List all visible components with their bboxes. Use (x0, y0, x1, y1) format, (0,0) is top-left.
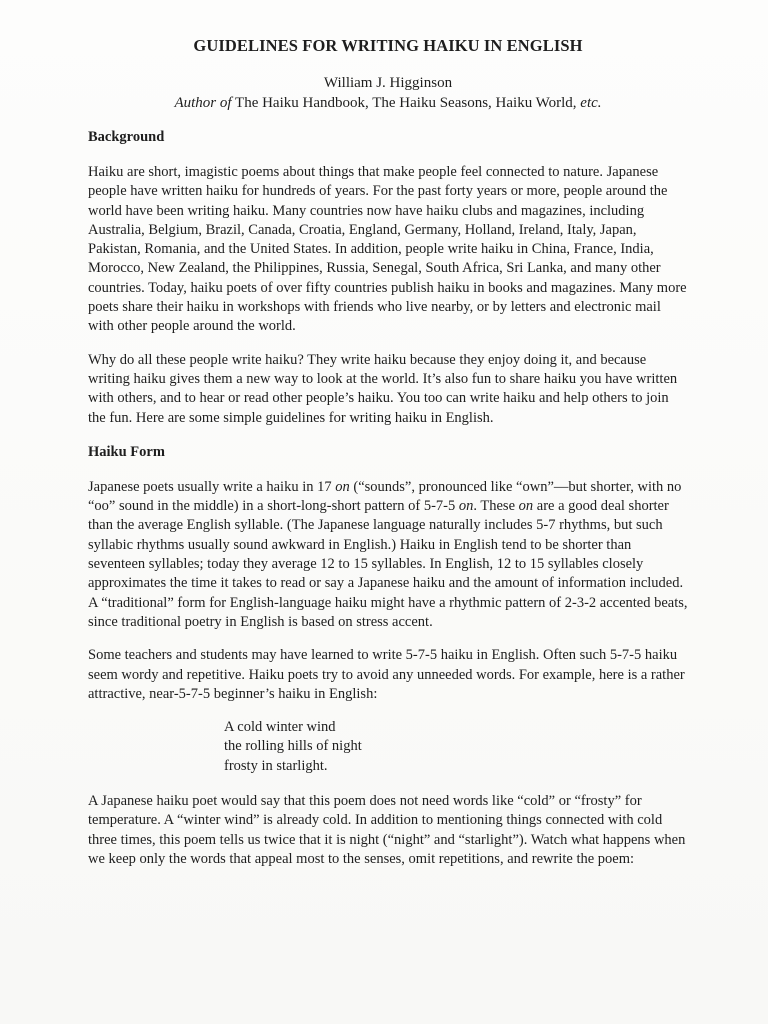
author-credits (88, 93, 688, 113)
form-paragraph-2: Some teachers and students may have learned to write 5-7-5 haiku in English. Often such 5-7-5 haiku seem wordy and repetitive. Haiku poets try to avoid any unneeded words. For example, here is a rather attractive, near-5-7-5 beginner’s haiku in English: (88, 647, 685, 702)
form-p1-text-c: . These (473, 498, 519, 515)
form-p1-text-d: are a good deal shorter than the average English syllable. (The Japanese language naturally includes 5-7 rhythms, but such syllabic rhythms usually sound awkward in English.) Haiku in English tend to be shorter than seventeen syllables; today they average 12 to 15 syllables. In English, 12 to 15 syllables closely approximates the time it takes to read or say a Japanese haiku and the amount of information included. A “traditional” form for English-language haiku might have a rhythmic pattern of 2-3-2 accented beats, since traditional poetry in English is based on stress accent. (88, 498, 688, 630)
haiku-line: the rolling hills of night (224, 738, 362, 755)
etc-label: etc. (580, 95, 602, 111)
section-heading-haiku-form: Haiku Form (88, 443, 165, 460)
haiku-line: frosty in starlight. (224, 757, 328, 774)
form-p1-text-a: Japanese poets usually write a haiku in 17 (88, 478, 336, 495)
author-of-label: Author of (174, 95, 232, 111)
form-p1-text-b: (“sounds”, pronounced like “own”—but shorter, with no “oo” sound in the middle) in a short-long-short pattern of 5-7-5 (88, 478, 682, 515)
form-paragraph-1 (88, 478, 688, 632)
haiku-line: A cold winter wind (224, 719, 336, 736)
document-title: GUIDELINES FOR WRITING HAIKU IN ENGLISH (193, 36, 583, 55)
author-works: The Haiku Handbook, The Haiku Seasons, Haiku World, (235, 95, 581, 111)
form-paragraph-3: A Japanese haiku poet would say that this poem does not need words like “cold” or “frosty” for temperature. A “winter wind” is already cold. In addition to mentioning things connected with cold three times, this poem tells us twice that it is night (“night” and “starlight”). Watch what happens when we keep only the words that appeal most to the senses, omit repetitions, and rewrite the poem: (88, 793, 686, 867)
on-term: on (458, 498, 474, 515)
background-paragraph-2: Why do all these people write haiku? They write haiku because they enjoy doing it, and because writing haiku gives them a new way to look at the world. It’s also fun to share haiku you have written with others, and to hear or read other people’s haiku. You too can write haiku and help others to join the fun. Here are some simple guidelines for writing haiku in English. (88, 351, 678, 426)
on-term: on (518, 498, 534, 515)
on-term: on (335, 478, 350, 495)
section-heading-background: Background (88, 129, 165, 145)
background-paragraph-1: Haiku are short, imagistic poems about things that make people feel connected to nature. Japanese people have written haiku for hundreds of years. For the past forty years or more, people around the world have been writing haiku. Many countries now have haiku clubs and magazines, including Australia, Belgium, Brazil, Canada, Croatia, England, Germany, Holland, Ireland, Italy, Japan, Pakistan, Romania, and the United States. In addition, people write haiku in China, France, India, Morocco, New Zealand, the Philippines, Russia, Senegal, South Africa, Sri Lanka, and many other countries. Today, haiku poets of over fifty countries publish haiku in books and magazines. Many more poets share their haiku in workshops with friends who live nearby, or by letters and electronic mail with other people around the world. (88, 164, 687, 335)
example-haiku (224, 718, 688, 776)
author-name: William J. Higginson (323, 75, 453, 91)
